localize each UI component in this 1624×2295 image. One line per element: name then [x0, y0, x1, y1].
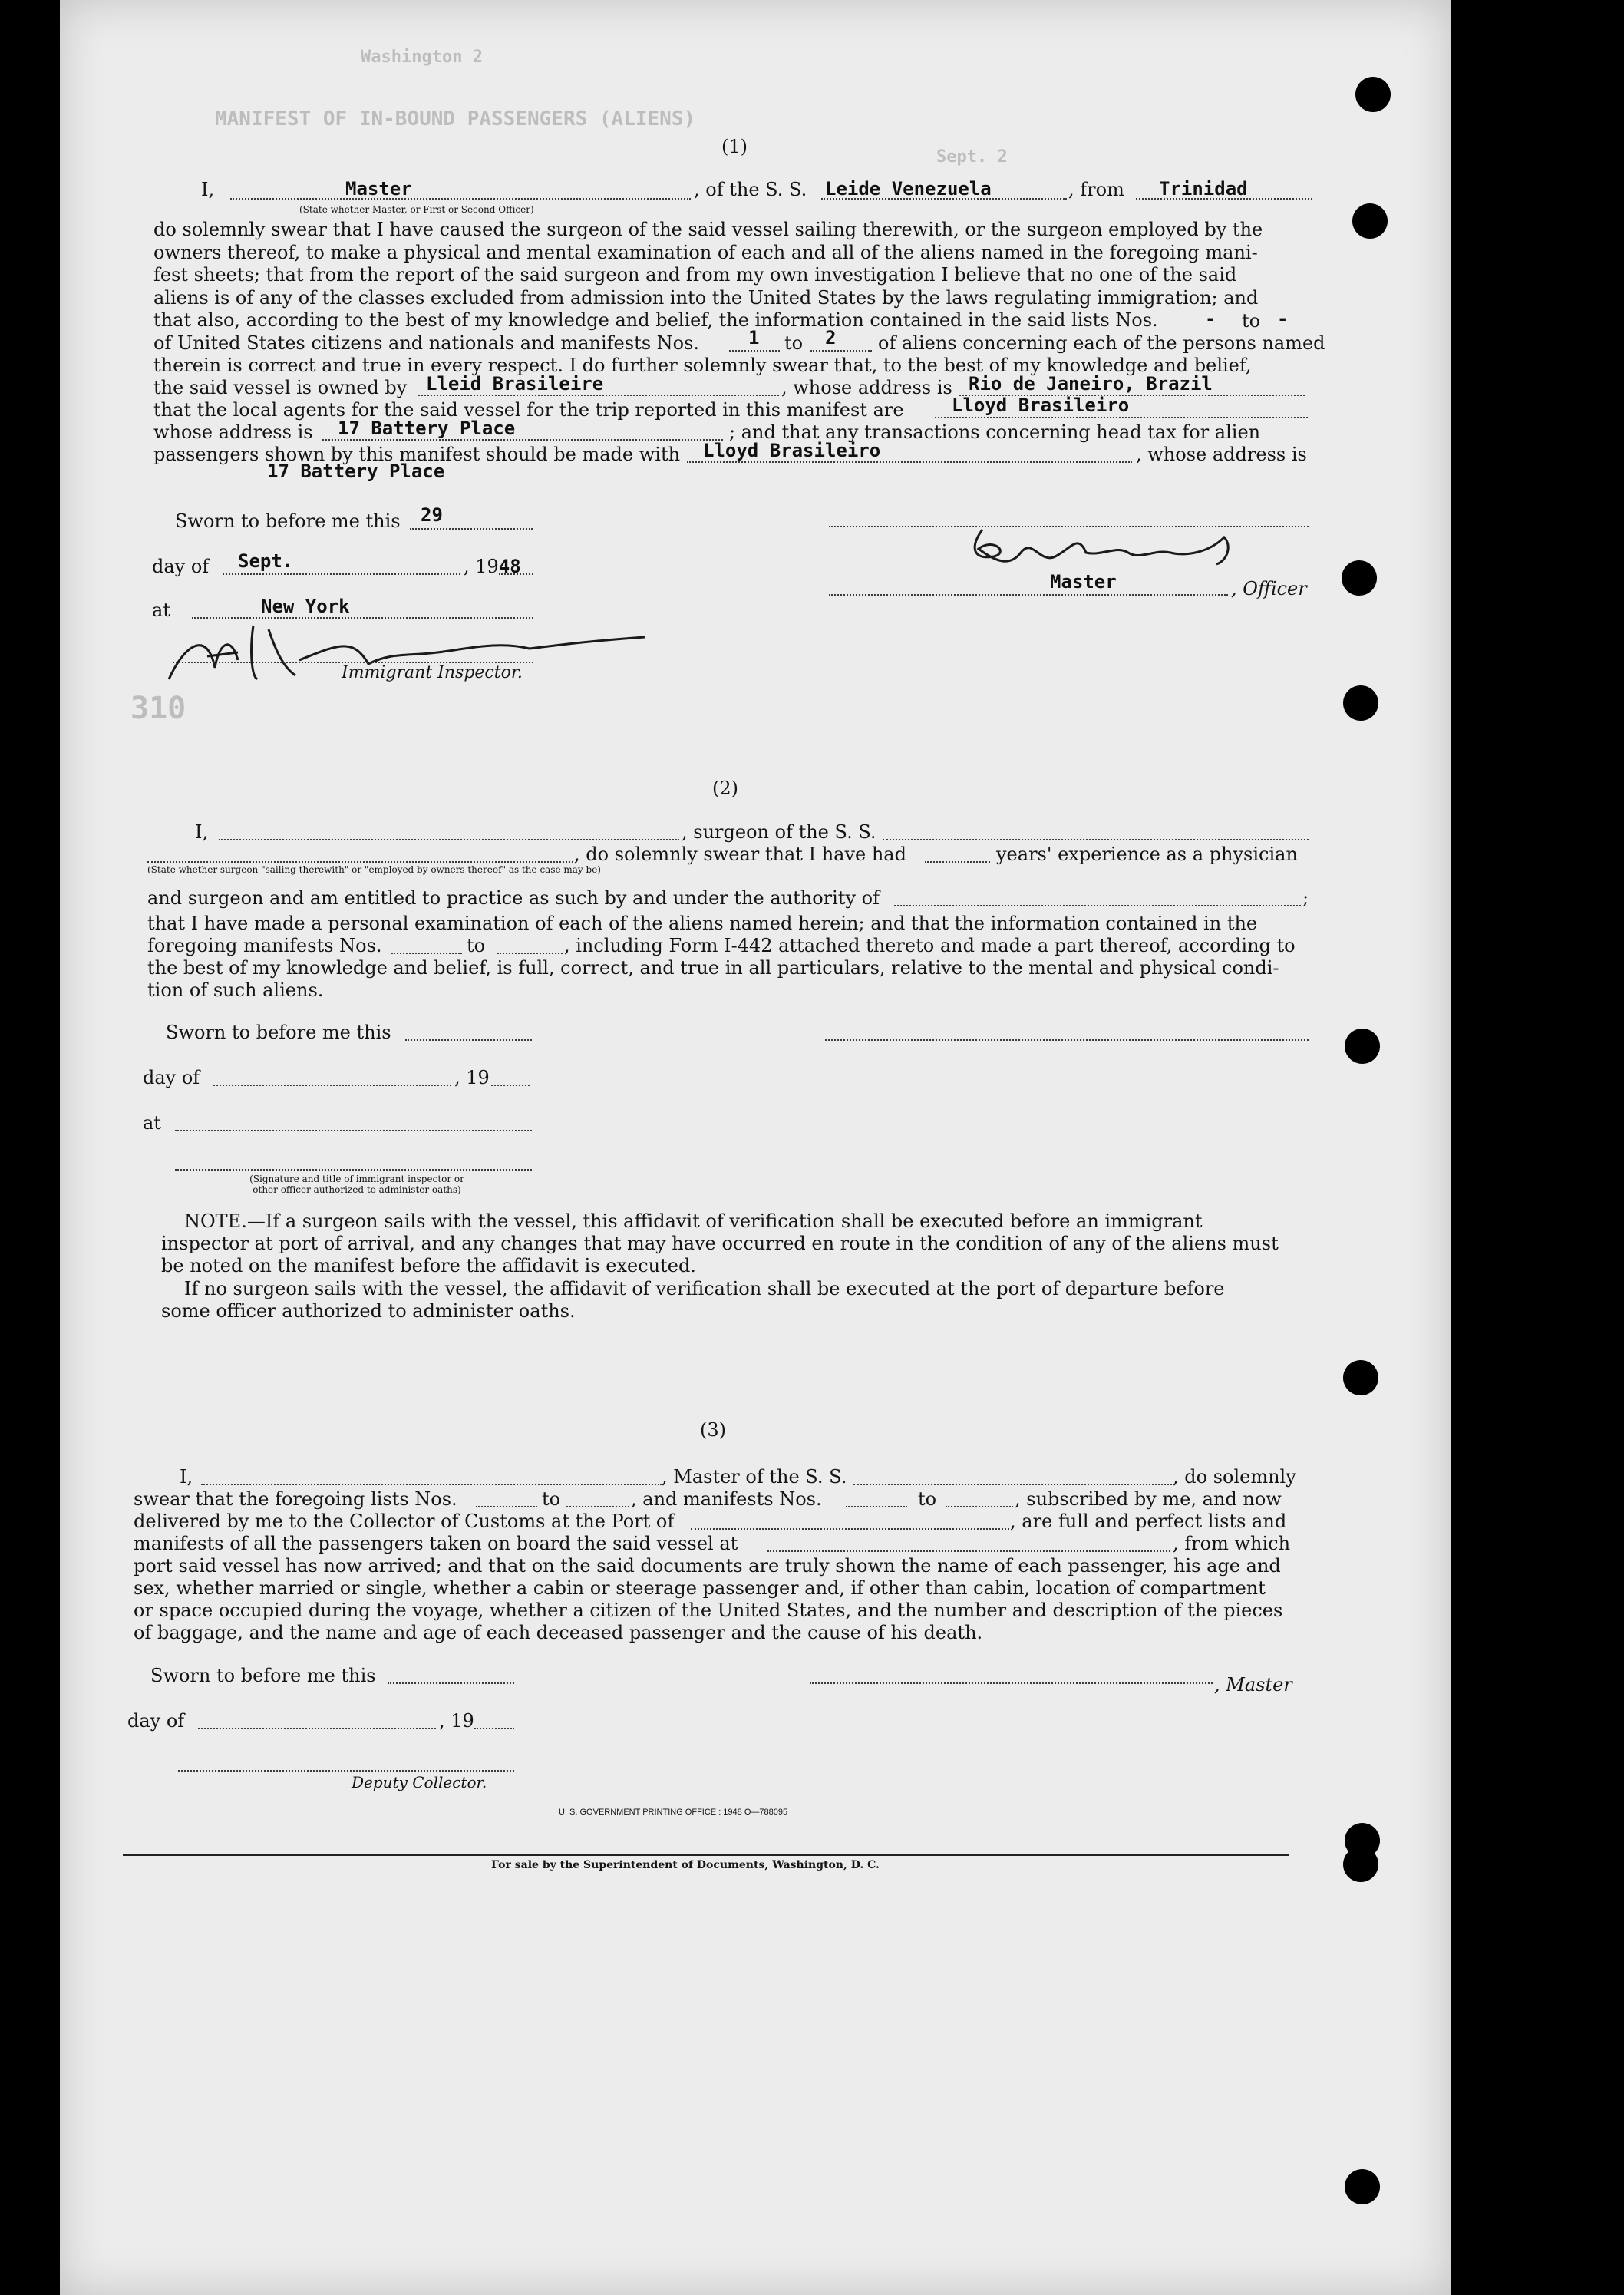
lists-from-line [476, 1506, 537, 1507]
from-which-label: , from which [1173, 1533, 1291, 1554]
surgeon-ship-line [883, 839, 1309, 840]
ship-name-value: Leide Venezuela [825, 178, 992, 200]
officer-caption: , Officer [1231, 578, 1307, 599]
year-label: , 19 [439, 1710, 474, 1732]
oath-i-label: I, [180, 1466, 193, 1488]
day-of-label: day of [127, 1710, 185, 1732]
agents-address-line [322, 439, 723, 441]
at-label: at [143, 1112, 161, 1134]
oath-line: of baggage, and the name and age of each deceased passenger and the cause of his death. [134, 1622, 983, 1643]
manifests-from-line [846, 1506, 907, 1507]
day-of-label: day of [143, 1067, 200, 1088]
sworn-day-line [410, 528, 533, 530]
section-number: (2) [712, 778, 738, 799]
punch-hole [1343, 685, 1378, 721]
head-tax-address-label: , whose address is [1136, 444, 1307, 465]
footer-rule [123, 1854, 1289, 1856]
form-label: , including Form I-442 attached thereto and made a part thereof, according to [564, 935, 1296, 956]
oath-line: that also, according to the best of my knowledge and belief, the information contained in the said lists Nos. [153, 309, 1158, 331]
lists-to-value: - [1277, 308, 1289, 329]
punch-hole [1345, 1029, 1380, 1064]
to-label: to [1242, 310, 1261, 332]
full-lists-label: , are full and perfect lists and [1010, 1511, 1287, 1532]
oath-body [153, 219, 1312, 332]
master-caption: , Master [1214, 1674, 1292, 1696]
year-label: , 19 [454, 1067, 490, 1088]
signature-caption [192, 1174, 522, 1195]
sworn-month-value: Sept. [238, 550, 294, 572]
officer-sig-line [825, 1039, 1309, 1041]
signature-caption-1: (Signature and title of immigrant inspector or [249, 1174, 464, 1184]
agents-address-label: whose address is [153, 421, 313, 443]
surgeon-status-line [147, 861, 573, 863]
foregoing-to-line [497, 953, 563, 954]
master-ship-line [853, 1484, 1172, 1485]
oath-line: aliens is of any of the classes excluded from admission into the United States by the laws regulating immigration; and [153, 286, 1259, 309]
to-label: to [784, 332, 804, 354]
faint-header-line: Washington 2 [361, 48, 483, 67]
sworn-label: Sworn to before me this [175, 510, 401, 532]
sworn-day-line [388, 1682, 514, 1684]
from-label: , from [1068, 179, 1124, 200]
head-tax-label: ; and that any transactions concerning head tax for alien [729, 421, 1261, 443]
section-number: (1) [721, 136, 748, 157]
year-prefix: , 19 [464, 556, 499, 577]
year-suffix: 48 [498, 556, 521, 577]
sworn-label: Sworn to before me this [150, 1665, 376, 1686]
foregoing-from-line [391, 953, 462, 954]
sworn-place-value: New York [261, 596, 350, 617]
note-line: inspector at port of arrival, and any changes that may have occurred en route in the condition of any of the aliens must [161, 1233, 1279, 1254]
owner-value: Lleid Brasileire [426, 373, 604, 395]
manifests-from-value: 1 [748, 327, 760, 348]
head-tax-party-value: Lloyd Brasileiro [703, 440, 881, 461]
port-line [691, 1528, 1009, 1530]
punch-hole [1345, 2169, 1380, 2204]
for-sale-notice: For sale by the Superintendent of Documents, Washington, D. C. [491, 1859, 880, 1871]
subscribed-label: , subscribed by me, and now [1015, 1488, 1282, 1510]
punch-hole [1352, 203, 1388, 239]
oath-line: fest sheets; that from the report of the said surgeon and from my own investigation I believe that no one of the said [153, 264, 1237, 286]
manifests-all-label: manifests of all the passengers taken on board the said vessel at [134, 1533, 738, 1554]
knowledge-line: the best of my knowledge and belief, is full, correct, and true in all particulars, relative to the mental and physical condi- [147, 957, 1279, 979]
officer-line [829, 594, 1228, 596]
at-label: at [152, 599, 170, 621]
agents-line [935, 417, 1308, 418]
and-manifests-label: , and manifests Nos. [631, 1488, 822, 1510]
authority-field-line [894, 905, 1301, 906]
month-line [213, 1085, 451, 1086]
punch-hole [1343, 1847, 1378, 1882]
surgeon-of-label: , surgeon of the S. S. [682, 821, 876, 843]
surgeon-name-line [219, 839, 679, 840]
head-tax-address-value: 17 Battery Place [267, 461, 445, 482]
punch-hole [1343, 1360, 1378, 1395]
rank-field-line [230, 198, 691, 200]
therein-line: therein is correct and true in every respect. I do further solemnly swear that, to the best of my knowledge and belief, [153, 355, 1252, 376]
faint-header-line: MANIFEST OF IN-BOUND PASSENGERS (ALIENS) [215, 107, 696, 130]
authority-line: and surgeon and am entitled to practice as such by and under the authority of [147, 887, 880, 909]
year-line [491, 1085, 530, 1086]
month-line [223, 573, 460, 575]
faint-header-line: Sept. 2 [936, 147, 1008, 167]
local-agents-label: that the local agents for the said vessel for the trip reported in this manifest are [153, 399, 904, 421]
sworn-day-line [405, 1039, 532, 1041]
punch-hole [1355, 77, 1391, 112]
aliens-concerning-label: of aliens concerning each of the persons named [878, 332, 1325, 354]
master-sig-line [810, 1682, 1213, 1684]
oath-i-label: I, [201, 179, 215, 200]
to-label: to [467, 935, 486, 956]
authority-semicolon: ; [1302, 887, 1309, 909]
month-line [198, 1728, 436, 1729]
surgeon-caption: (State whether surgeon "sailing therewith" or "employed by owners thereof" as the case may be) [147, 864, 601, 875]
owner-address-value: Rio de Janeiro, Brazil [969, 373, 1213, 395]
year-line [499, 573, 533, 575]
place-line [175, 1130, 532, 1131]
years-label: years' experience as a physician [996, 844, 1298, 865]
punch-hole [1342, 560, 1377, 596]
day-of-label: day of [152, 556, 210, 577]
sworn-day-value: 29 [421, 504, 443, 526]
passengers-label: passengers shown by this manifest should be made with [153, 444, 681, 465]
master-name-line [201, 1484, 662, 1485]
note-line: If no surgeon sails with the vessel, the affidavit of verification shall be executed at the port of departure before [184, 1278, 1225, 1299]
to-label: to [542, 1488, 561, 1510]
to-label: to [918, 1488, 937, 1510]
head-tax-party-line [687, 461, 1132, 463]
years-line [925, 861, 990, 863]
section-number: (3) [700, 1419, 726, 1441]
officer-title-value: Master [1050, 571, 1117, 593]
owner-line [418, 395, 779, 396]
of-ss-label: , of the S. S. [694, 179, 807, 200]
swear-lists-label: swear that the foregoing lists Nos. [134, 1488, 457, 1510]
year-line [474, 1728, 514, 1729]
note-line: be noted on the manifest before the affidavit is executed. [161, 1255, 696, 1276]
printing-office: U. S. GOVERNMENT PRINTING OFFICE : 1948 O—788095 [559, 1808, 788, 1817]
agents-address-value: 17 Battery Place [338, 418, 516, 439]
do-solemnly-label: , do solemnly [1173, 1466, 1296, 1488]
manifest-to-line [810, 350, 872, 352]
oath-line: sex, whether married or single, whether a cabin or steerage passenger and, if other than cabin, location of compartment [134, 1577, 1266, 1599]
inspector-line [175, 1169, 532, 1171]
note-line: NOTE.—If a surgeon sails with the vessel, this affidavit of verification shall be executed before an immigrant [184, 1210, 1203, 1232]
note-line: some officer authorized to administer oaths. [161, 1300, 576, 1322]
signature-caption-2: other officer authorized to administer oaths) [253, 1184, 461, 1195]
exam-line: that I have made a personal examination of each of the aliens named herein; and that the information contained in the [147, 913, 1258, 934]
rank-caption: (State whether Master, or First or Second Officer) [299, 204, 534, 215]
oath-line: port said vessel has now arrived; and that on the said documents are truly shown the name of each passenger, his age and [134, 1555, 1281, 1577]
tion-line: tion of such aliens. [147, 979, 324, 1001]
manifest-from-line [729, 350, 780, 352]
embark-port-line [767, 1550, 1170, 1552]
lists-from-value: - [1205, 308, 1216, 329]
deputy-line [178, 1770, 514, 1772]
oath-line: owners thereof, to make a physical and mental examination of each and all of the aliens named in the foregoing mani- [153, 241, 1258, 263]
agents-value: Lloyd Brasileiro [952, 395, 1130, 416]
oath-line: or space occupied during the voyage, whether a citizen of the United States, and the number and description of the pieces [134, 1600, 1283, 1621]
lists-to-line [566, 1506, 629, 1507]
deputy-caption: Deputy Collector. [352, 1773, 487, 1791]
citizens-line: of United States citizens and nationals and manifests Nos. [153, 332, 700, 354]
swear-label: , do solemnly swear that I have had [574, 844, 906, 865]
oath-i-label: I, [195, 821, 209, 843]
rank-value: Master [345, 178, 412, 200]
foregoing-label: foregoing manifests Nos. [147, 935, 382, 956]
inspector-caption: Immigrant Inspector. [342, 663, 523, 682]
owner-address-label: , whose address is [781, 377, 952, 398]
master-of-label: , Master of the S. S. [662, 1466, 847, 1488]
manifests-to-line [946, 1506, 1013, 1507]
oath-line: do solemnly swear that I have caused the surgeon of the said vessel sailing therewith, or the surgeon employed by the [153, 219, 1263, 240]
sworn-label: Sworn to before me this [166, 1022, 391, 1043]
owned-by-label: the said vessel is owned by [153, 377, 408, 398]
from-port-value: Trinidad [1159, 178, 1248, 200]
manifests-to-value: 2 [825, 327, 837, 348]
stamp: 310 [130, 691, 186, 726]
delivered-label: delivered by me to the Collector of Customs at the Port of [134, 1511, 675, 1532]
